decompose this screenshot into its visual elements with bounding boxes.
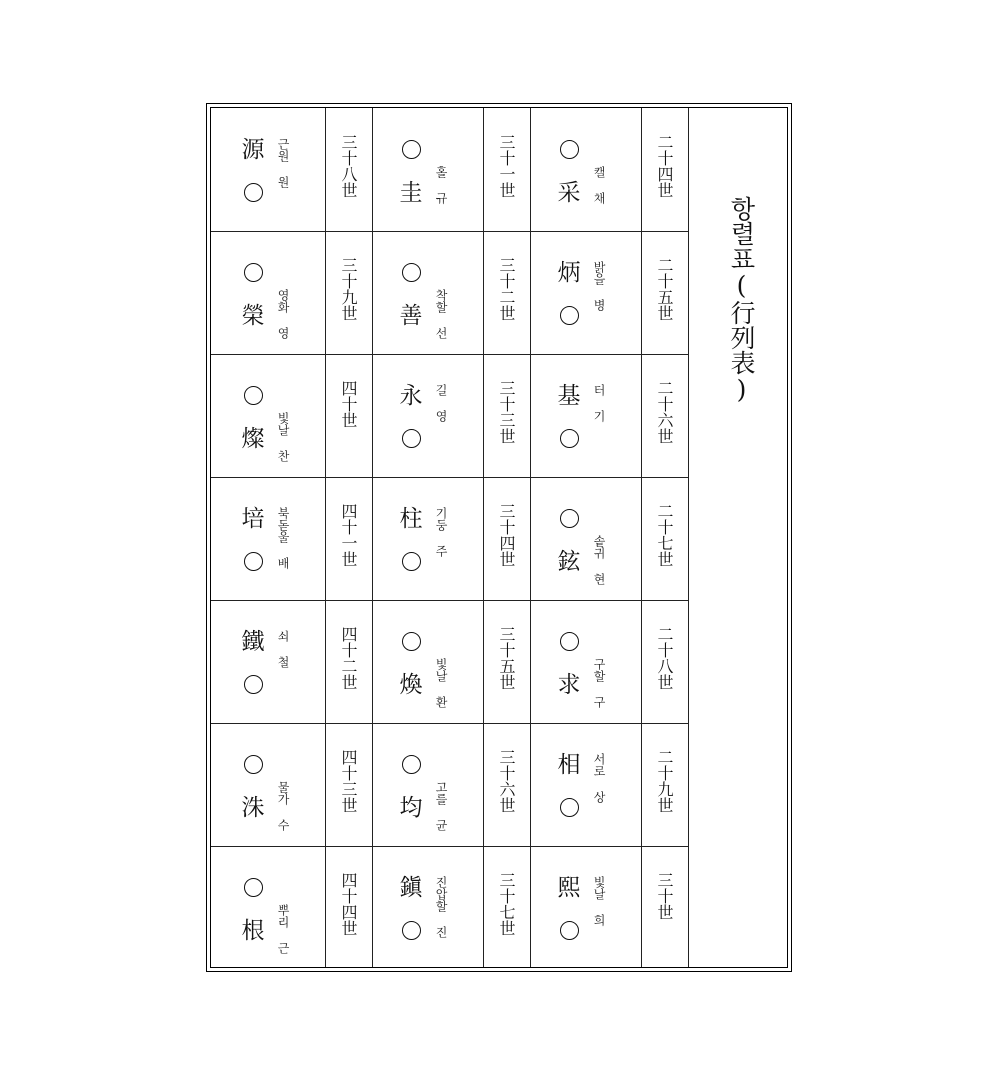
placeholder-circle <box>402 755 421 774</box>
generation-label: 二十九世 <box>655 749 674 813</box>
placeholder-circle <box>402 429 421 448</box>
generation-label: 四十二世 <box>339 626 358 690</box>
generation-label: 三十九世 <box>339 257 358 321</box>
name-character: 鉉 <box>557 549 581 575</box>
character-gloss: 영화 영 <box>276 289 290 339</box>
name-character: 炳 <box>557 260 581 286</box>
placeholder-circle <box>244 386 263 405</box>
name-character: 煥 <box>399 672 423 698</box>
grid-vertical-line <box>688 108 689 967</box>
generation-label: 三十五世 <box>497 626 516 690</box>
placeholder-circle <box>244 552 263 571</box>
generation-label: 三十四世 <box>497 503 516 567</box>
name-character: 相 <box>557 752 581 778</box>
character-gloss: 서로 상 <box>592 753 606 803</box>
character-gloss: 쇠 철 <box>276 630 290 668</box>
character-gloss: 길 영 <box>434 384 448 422</box>
grid-vertical-line <box>530 108 531 967</box>
placeholder-circle <box>560 509 579 528</box>
character-gloss: 북돋울 배 <box>276 507 290 569</box>
character-gloss: 홀 규 <box>434 166 448 204</box>
character-gloss: 기둥 주 <box>434 507 448 557</box>
generation-label: 三十六世 <box>497 749 516 813</box>
name-character: 圭 <box>399 180 423 206</box>
placeholder-circle <box>402 263 421 282</box>
character-gloss: 빛날 환 <box>434 658 448 708</box>
character-gloss: 착할 선 <box>434 289 448 339</box>
generation-table <box>210 107 788 968</box>
placeholder-circle <box>402 632 421 651</box>
name-character: 善 <box>399 303 423 329</box>
generation-label: 二十六世 <box>655 380 674 444</box>
grid-horizontal-line <box>211 354 688 355</box>
character-gloss: 근원 원 <box>276 138 290 188</box>
character-gloss: 진압할 진 <box>434 876 448 938</box>
name-character: 源 <box>241 137 265 163</box>
grid-horizontal-line <box>211 231 688 232</box>
name-character: 根 <box>241 918 265 944</box>
placeholder-circle <box>560 306 579 325</box>
name-character: 基 <box>557 383 581 409</box>
grid-vertical-line <box>372 108 373 967</box>
grid-horizontal-line <box>211 846 688 847</box>
name-character: 柱 <box>399 506 423 532</box>
grid-horizontal-line <box>211 477 688 478</box>
generation-label: 四十世 <box>339 380 358 428</box>
character-gloss: 터 기 <box>592 384 606 422</box>
generation-label: 四十四世 <box>339 872 358 936</box>
generation-label: 三十三世 <box>497 380 516 444</box>
table-title: 항렬표(行列表) <box>727 196 756 404</box>
character-gloss: 빛날 찬 <box>276 412 290 462</box>
name-character: 均 <box>399 795 423 821</box>
name-character: 鐵 <box>241 629 265 655</box>
generation-label: 二十八世 <box>655 626 674 690</box>
character-gloss: 캘 채 <box>592 166 606 204</box>
placeholder-circle <box>560 429 579 448</box>
generation-label: 四十一世 <box>339 503 358 567</box>
placeholder-circle <box>244 675 263 694</box>
name-character: 洙 <box>241 795 265 821</box>
character-gloss: 구할 구 <box>592 658 606 708</box>
character-gloss: 빛날 희 <box>592 876 606 926</box>
placeholder-circle <box>560 140 579 159</box>
character-gloss: 밝을 병 <box>592 261 606 311</box>
generation-label: 三十一世 <box>497 134 516 198</box>
generation-label: 三十二世 <box>497 257 516 321</box>
generation-label: 四十三世 <box>339 749 358 813</box>
grid-horizontal-line <box>211 723 688 724</box>
character-gloss: 고를 균 <box>434 781 448 831</box>
placeholder-circle <box>402 552 421 571</box>
name-character: 永 <box>399 383 423 409</box>
name-character: 鎭 <box>399 875 423 901</box>
generation-label: 二十五世 <box>655 257 674 321</box>
grid-horizontal-line <box>211 600 688 601</box>
generation-label: 三十八世 <box>339 134 358 198</box>
generation-label: 三十七世 <box>497 872 516 936</box>
placeholder-circle <box>402 140 421 159</box>
character-gloss: 뿌리 근 <box>276 904 290 954</box>
name-character: 培 <box>241 506 265 532</box>
name-character: 燦 <box>241 426 265 452</box>
generation-label: 二十七世 <box>655 503 674 567</box>
placeholder-circle <box>560 921 579 940</box>
generation-label: 三十世 <box>655 872 674 920</box>
name-character: 熙 <box>557 875 581 901</box>
character-gloss: 물가 수 <box>276 781 290 831</box>
name-character: 榮 <box>241 303 265 329</box>
placeholder-circle <box>244 755 263 774</box>
placeholder-circle <box>244 263 263 282</box>
generation-label: 二十四世 <box>655 134 674 198</box>
placeholder-circle <box>560 798 579 817</box>
placeholder-circle <box>244 878 263 897</box>
character-gloss: 솥귀 현 <box>592 535 606 585</box>
placeholder-circle <box>560 632 579 651</box>
placeholder-circle <box>244 183 263 202</box>
placeholder-circle <box>402 921 421 940</box>
name-character: 求 <box>557 672 581 698</box>
name-character: 采 <box>557 180 581 206</box>
